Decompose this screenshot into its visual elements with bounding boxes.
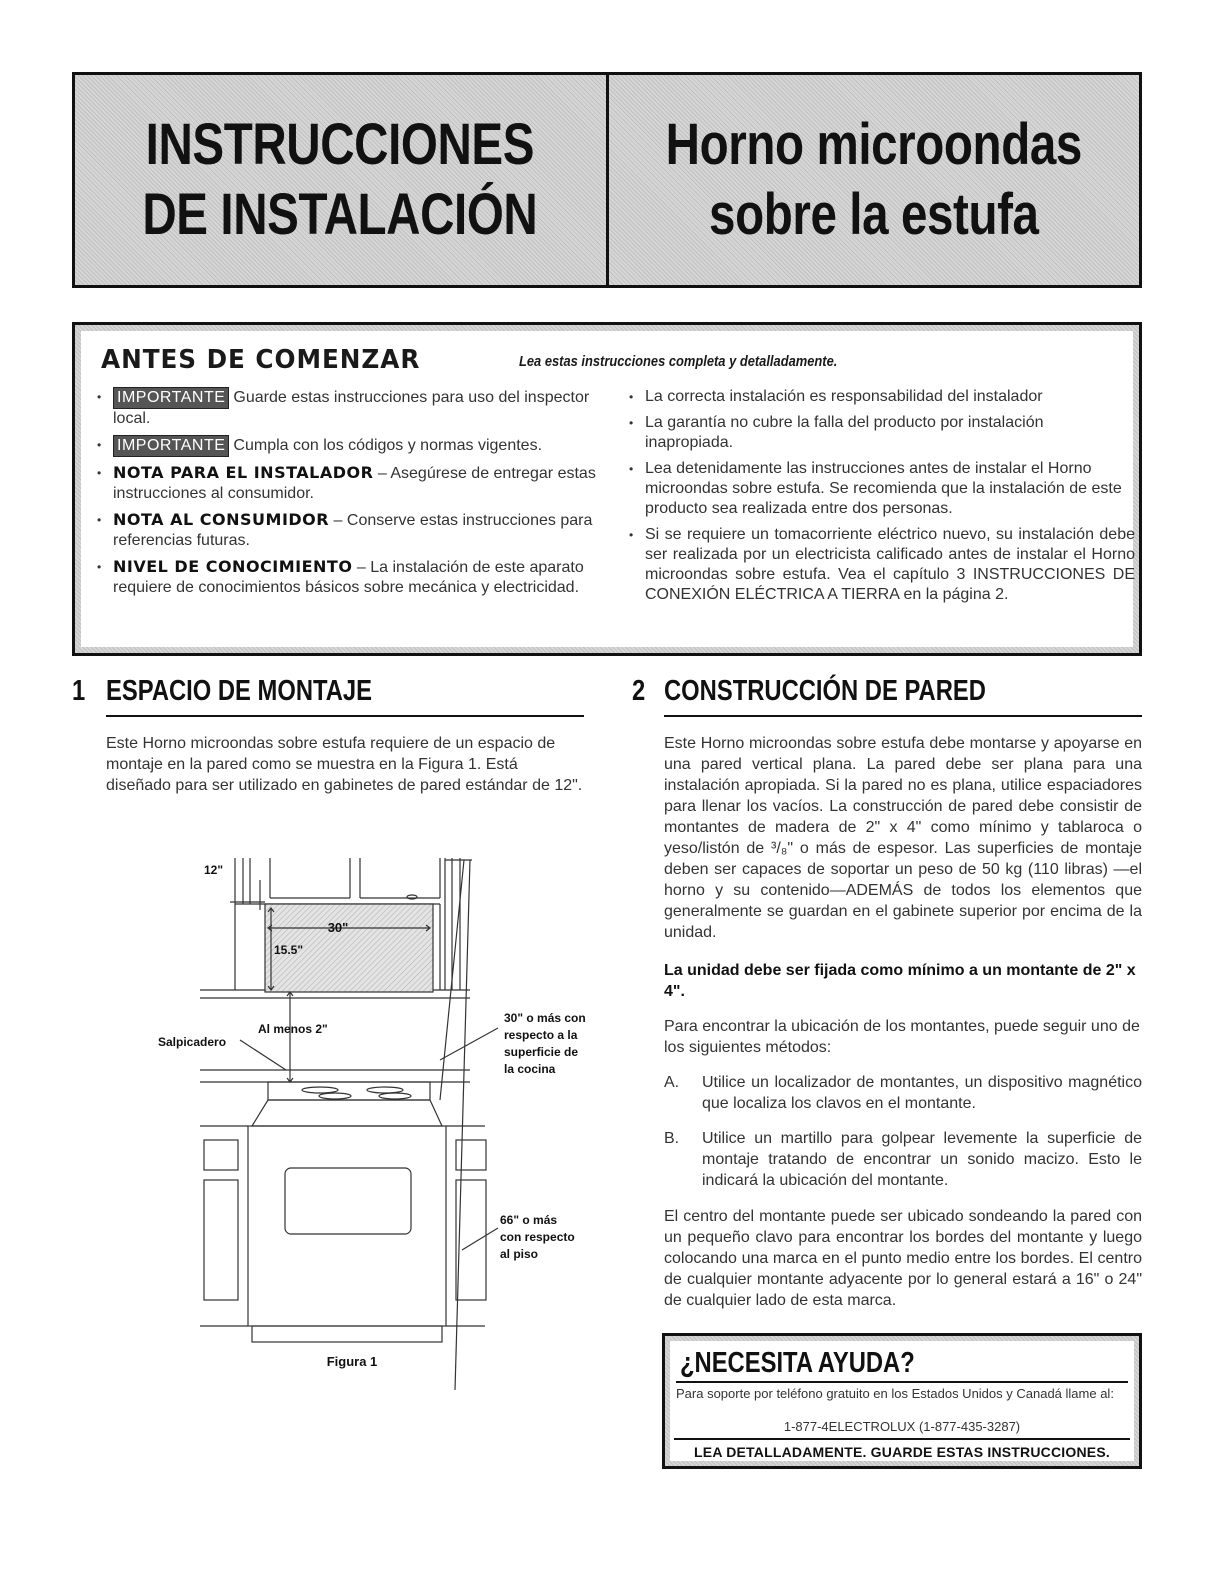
title-right-panel (606, 75, 1140, 285)
method-b-text: Utilice un martillo para golpear levemente la superficie de montaje tratando de encontrar un sonido macizo. Esto le indicará la ubicación del montante. (702, 1130, 1142, 1189)
dim-30-label: 30" (327, 920, 349, 935)
before-right-item-1: • La correcta instalación es responsabilidad del instalador (629, 387, 1135, 407)
product-title-line1: Horno microondas (665, 112, 1082, 177)
section-1-number: 1 (72, 675, 86, 707)
above-floor-label-3: al piso (500, 1247, 539, 1261)
help-text: Para soporte por teléfono gratuito en los Estados Unidos y Canadá llame al: (676, 1386, 1114, 1401)
section-1-text: Este Horno microondas sobre estufa requiere de un espacio de montaje en la pared como se muestra en la Figura 1. Está diseñado para ser utilizado en gabinetes de pared estándar de 12". (106, 735, 583, 794)
section-1-title: ESPACIO DE MONTAJE (106, 675, 373, 707)
before-item-4 (97, 510, 607, 551)
method-a-text: Utilice un localizador de montantes, un dispositivo magnético que localiza los clavos en el montante. (702, 1074, 1142, 1112)
help-divider (676, 1381, 1128, 1383)
section-2-bold-note: La unidad debe ser fijada como mínimo a un montante de 2" x 4". (664, 962, 1136, 1000)
help-title: ¿NECESITA AYUDA? (680, 1347, 915, 1379)
method-b-letter: B. (664, 1130, 680, 1147)
help-footer: LEA DETALLADAMENTE. GUARDE ESTAS INSTRUCCIONES. (674, 1438, 1130, 1460)
before-you-begin-box (72, 322, 1142, 656)
help-box (662, 1333, 1142, 1469)
before-right-item-3: • Lea detenidamente las instrucciones antes de instalar el Horno microondas sobre estufa. Se recomienda que la instalación de este producto sea realizada entre dos personas. (629, 459, 1135, 519)
figure-caption: Figura 1 (326, 1354, 378, 1369)
section-2-paragraph-2: Para encontrar la ubicación de los montantes, puede seguir uno de los siguientes métodos: (664, 1018, 1140, 1056)
before-right-item-4: • Si se requiere un tomacorriente eléctrico nuevo, su instalación debe ser realizada por un electricista calificado antes de instalar el Horno microondas sobre estufa. Vea el capítulo 3 INSTRUCCIONES DE CONEXIÓN ELÉCTRICA A TIERRA en la página 2. (629, 525, 1135, 605)
title-banner (72, 72, 1142, 288)
before-right-item-2: • La garantía no cubre la falla del producto por instalación inapropiada. (629, 413, 1135, 453)
above-floor-label-2: con respecto (500, 1230, 575, 1244)
before-item-2 (97, 435, 607, 457)
installer-note-heading: NOTA PARA EL INSTALADOR (113, 463, 374, 482)
help-phone: 1-877-4ELECTROLUX (1-877-435-3287) (783, 1419, 1021, 1434)
before-item-1 (97, 387, 607, 429)
above-floor-label-1: 66" o más (500, 1213, 558, 1227)
before-you-begin-title: ANTES DE COMENZAR (101, 345, 421, 375)
important-badge: IMPORTANTE (113, 435, 229, 457)
help-box-inner (670, 1341, 1134, 1461)
method-a-letter: A. (664, 1074, 680, 1091)
method-a (664, 1072, 1142, 1116)
dim-12-label: 12" (204, 863, 224, 877)
before-item-3-text: – Asegúrese de entregar estas instrucciones al consumidor. (113, 465, 596, 502)
main-title-line1: INSTRUCCIONES (146, 112, 535, 177)
before-item-4-text: – Conserve estas instrucciones para referencias futuras. (113, 512, 593, 549)
above-cooktop-label-4: la cocina (504, 1062, 556, 1076)
section-2-rule (664, 715, 1142, 717)
section-2-paragraph-1: Este Horno microondas sobre estufa debe montarse y apoyarse en una pared vertical plana. La pared debe ser plana para una instalación apropiada. Si la pared no es plana, utilice espaciadores para llenar los vacíos. La construcción de pared debe consistir de montantes de madera de 2" x 4" como mínimo y tablaroca o yeso/listón de ³/₈" o más de espesor. Las superficies de montaje deben ser capaces de soportar un peso de 50 kg (110 libras) —el horno y su contenido—ADEMÁS de todos los elementos que generalmente se guardan en el gabinete superior por encima de la unidad. (664, 735, 1142, 941)
main-title (143, 110, 538, 250)
title-left-panel (75, 75, 606, 285)
before-item-3 (97, 463, 607, 504)
main-title-line2: DE INSTALACIÓN (142, 182, 538, 247)
section-2-paragraph-3: El centro del montante puede ser ubicado sondeando la pared con un pequeño clavo para encontrar los bordes del montante y luego colocando una marca en el punto medio entre los bordes. El centro de cualquier montante adyacente por lo general estará a 16" o 24" de cualquier lado de esta marca. (664, 1208, 1142, 1309)
skill-level-heading: NIVEL DE CONOCIMIENTO (113, 557, 353, 576)
product-title-line2: sobre la estufa (708, 182, 1039, 247)
above-cooktop-label-1: 30" o más con (504, 1011, 586, 1025)
before-item-5-text: – La instalación de este aparato requiere de conocimientos básicos sobre mecánica y electricidad. (113, 559, 584, 596)
before-item-1-text: Guarde estas instrucciones para uso del inspector local. (113, 389, 590, 427)
section-2-number: 2 (632, 675, 646, 707)
before-item-2-text: Cumpla con los códigos y normas vigentes. (233, 437, 543, 454)
before-item-5 (97, 557, 607, 598)
before-you-begin-inner (81, 331, 1133, 647)
section-1-rule (106, 715, 584, 717)
mounting-space-figure (140, 850, 610, 1395)
product-title (666, 110, 1082, 250)
section-2-title: CONSTRUCCIÓN DE PARED (664, 675, 986, 707)
dim-15-5-label: 15.5" (274, 943, 304, 957)
at-least-2-label: Al menos 2" (258, 1022, 328, 1036)
consumer-note-heading: NOTA AL CONSUMIDOR (113, 510, 330, 529)
above-cooktop-label-2: respecto a la (504, 1028, 578, 1042)
above-cooktop-label-3: superficie de (504, 1045, 579, 1059)
range-illustration (248, 1082, 446, 1342)
backsplash-label: Salpicadero (158, 1035, 227, 1049)
before-you-begin-subtitle: Lea estas instrucciones completa y detalladamente. (519, 353, 838, 370)
before-left-column (97, 387, 607, 604)
cabinet-knob (407, 895, 417, 899)
important-badge: IMPORTANTE (113, 387, 229, 409)
lower-cabinets (200, 1126, 486, 1326)
method-b (664, 1128, 1142, 1194)
before-right-column (629, 387, 1135, 611)
